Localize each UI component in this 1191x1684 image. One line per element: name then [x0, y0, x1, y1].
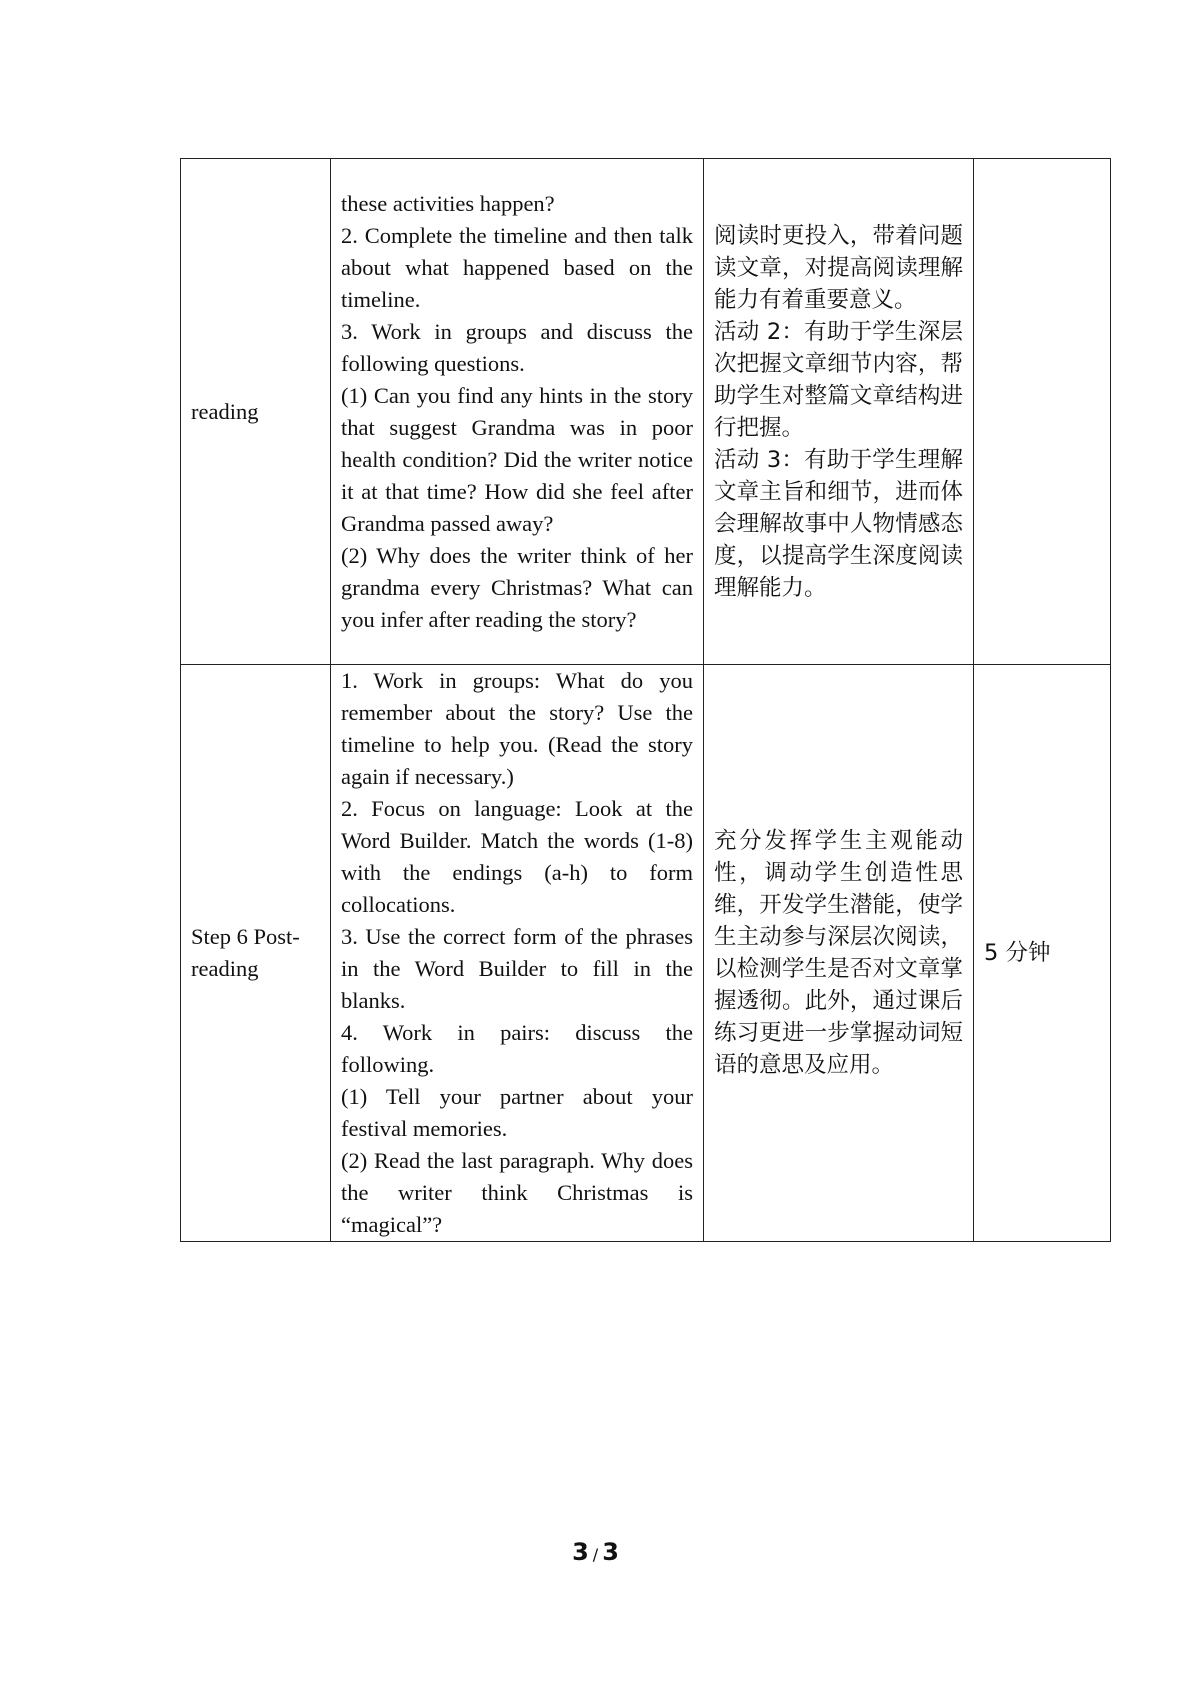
activity-item: (1) Can you find any hints in the story that suggest Grandma was in poor health condition? Did the writer notice it at that time? How did she feel after Grandma passed away?: [341, 382, 693, 536]
step-cell: [181, 159, 331, 665]
page-separator: /: [592, 1545, 599, 1564]
step-cell: [181, 665, 331, 1242]
activities-cell: [331, 159, 704, 665]
page-number: [0, 1538, 1191, 1566]
purpose-cell: [704, 665, 974, 1242]
activity-item: 2. Complete the timeline and then talk about what happened based on the timeline.: [341, 222, 693, 312]
time-cell: [974, 159, 1111, 665]
table-row: [181, 159, 1111, 665]
activity-item: these activities happen?: [341, 190, 555, 216]
activity-item: (1) Tell your partner about your festival memories.: [341, 1084, 693, 1141]
page-total: 3: [602, 1538, 619, 1566]
activity-item: 2. Focus on language: Look at the Word Builder. Match the words (1-8) with the endings (a-h) to form collocations.: [341, 796, 693, 917]
purpose-item: 阅读时更投入，带着问题读文章，对提高阅读理解能力有着重要意义。: [714, 222, 963, 313]
purpose-item: 充分发挥学生主观能动性，调动学生创造性思维，开发学生潜能，使学生主动参与深层次阅读，以检测学生是否对文章掌握透彻。此外，通过课后练习更进一步掌握动词短语的意思及应用。: [714, 828, 963, 1078]
table-row: [181, 665, 1111, 1242]
time-cell: [974, 665, 1111, 1242]
activity-item: 3. Use the correct form of the phrases in the Word Builder to fill in the blanks.: [341, 924, 693, 1013]
activity-item: 4. Work in pairs: discuss the following.: [341, 1020, 693, 1077]
time-value: 5 分钟: [984, 940, 1051, 966]
step-label: reading: [191, 398, 259, 424]
purpose-item: 活动 3：有助于学生理解文章主旨和细节，进而体会理解故事中人物情感态度，以提高学生深度阅读理解能力。: [714, 446, 963, 601]
purpose-cell: [704, 159, 974, 665]
purpose-item: 活动 2：有助于学生深层次把握文章细节内容，帮助学生对整篇文章结构进行把握。: [714, 318, 963, 441]
lesson-plan-table: [180, 158, 1111, 1242]
step-label: Step 6 Post-reading: [191, 924, 300, 981]
activity-item: (2) Read the last paragraph. Why does the writer think Christmas is “magical”?: [341, 1148, 693, 1237]
activity-item: 3. Work in groups and discuss the following questions.: [341, 318, 693, 376]
activity-item: (2) Why does the writer think of her grandma every Christmas? What can you infer after reading the story?: [341, 542, 693, 632]
page-current: 3: [572, 1538, 589, 1566]
activities-cell: [331, 665, 704, 1242]
activity-item: 1. Work in groups: What do you remember about the story? Use the timeline to help you. (Read the story again if necessary.): [341, 668, 693, 789]
